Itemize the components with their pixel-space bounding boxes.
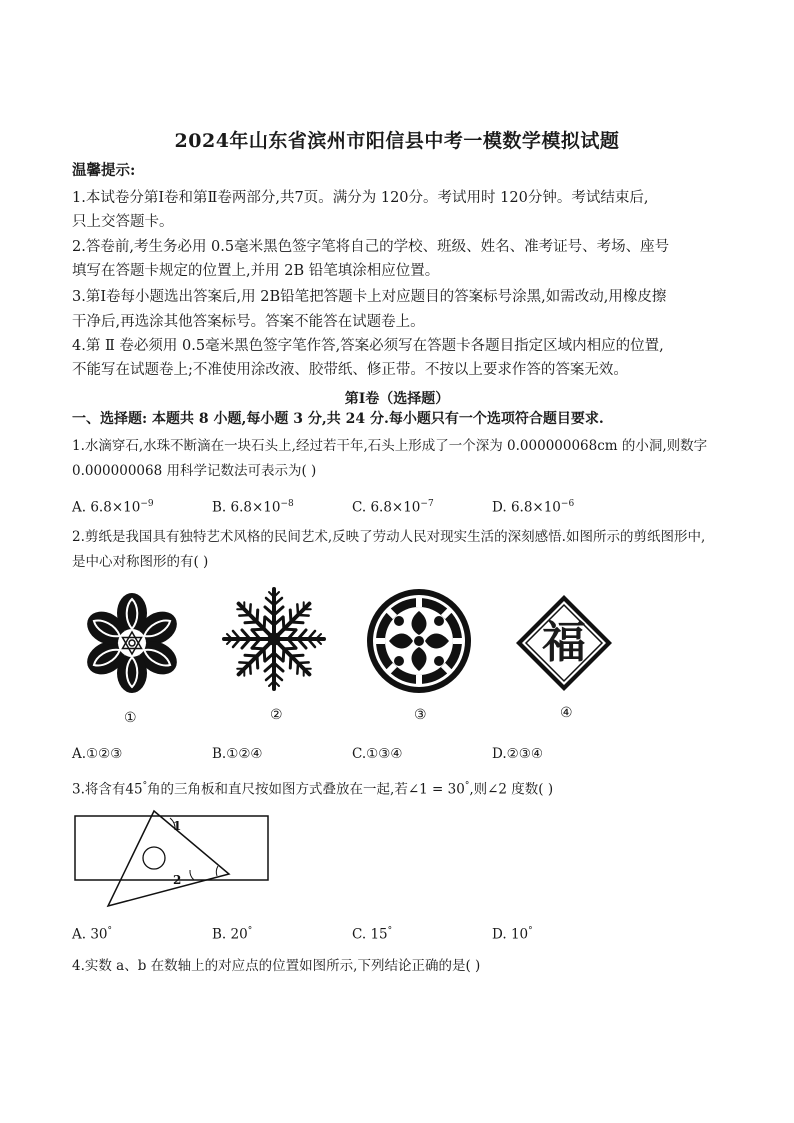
question-1-line-2: 0.000000068 用科学记数法可表示为( )	[72, 463, 317, 479]
tips-line: 不能写在试题卷上;不准使用涂改液、胶带纸、修正带。不按以上要求作答的答案无效。	[72, 362, 628, 378]
papercut-round-ornament-figure	[364, 586, 474, 696]
option-a: A.①②③	[72, 746, 123, 762]
question-2-line-2: 是中心对称图形的有( )	[72, 554, 209, 570]
figure-label: ②	[270, 707, 283, 723]
option-c: C. $6.8\times 10^{-7}$	[352, 499, 434, 516]
question-1-line-1: 1.水滴穿石,水珠不断滴在一块石头上,经过若干年,石头上形成了一个深为 0.000000068cm 的小洞,则数字	[72, 438, 708, 454]
ruler-triangle-figure	[72, 808, 272, 913]
papercut-flower-figure	[76, 592, 188, 694]
option-a: A. $6.8\times 10^{-9}$	[72, 499, 154, 516]
triangle-set-square	[108, 811, 229, 906]
fu-character: 福	[542, 617, 586, 668]
tips-line: 4.第 Ⅱ 卷必须用 0.5毫米黑色签字笔作答,答案必须写在答题卡各题目指定区域内相应的位置,	[72, 338, 664, 354]
figure-label: ③	[414, 707, 427, 723]
option-d: D. $6.8\times 10^{-6}$	[492, 499, 575, 516]
tips-line: 3.第Ⅰ卷每小题选出答案后,用 2B铅笔把答题卡上对应题目的答案标号涂黑,如需改动,用橡皮擦	[72, 289, 667, 305]
page-title: 2024年山东省滨州市阳信县中考一模数学模拟试题	[174, 130, 620, 152]
papercut-fu-figure	[514, 593, 614, 693]
option-b: B.①②④	[212, 746, 263, 762]
option-a: A. 30°	[72, 926, 113, 943]
figure-label: ①	[124, 710, 137, 726]
figure-label: ④	[560, 705, 573, 721]
tips-line: 填写在答题卡规定的位置上,并用 2B 铅笔填涂相应位置。	[72, 263, 440, 279]
tips-line: 2.答卷前,考生务必用 0.5毫米黑色签字笔将自己的学校、班级、姓名、准考证号、考场、座号	[72, 239, 670, 255]
tips-line: 只上交答题卡。	[72, 214, 174, 230]
section-instructions: 一、选择题: 本题共 8 小题,每小题 3 分,共 24 分.每小题只有一个选项符合题目要求.	[72, 411, 604, 427]
tips-heading: 温馨提示:	[72, 162, 136, 179]
option-b: B. $6.8\times 10^{-8}$	[212, 499, 294, 516]
papercut-snowflake-figure	[222, 586, 326, 692]
option-b: B. 20°	[212, 926, 253, 943]
angle-2-label: 2	[173, 873, 182, 887]
section-heading: 第Ⅰ卷（选择题）	[344, 391, 450, 407]
question-3-line: 3.将含有45°角的三角板和直尺按如图方式叠放在一起,若∠1 = 30°,则∠2 度数( )	[72, 781, 554, 798]
question-2-line-1: 2.剪纸是我国具有独特艺术风格的民间艺术,反映了劳动人民对现实生活的深刻感悟.如图所示的剪纸图形中,	[72, 529, 706, 545]
option-d: D. 10°	[492, 926, 533, 943]
option-c: C.①③④	[352, 746, 403, 762]
tips-line: 1.本试卷分第Ⅰ卷和第Ⅱ卷两部分,共7页。满分为 120分。考试用时 120分钟。考试结束后,	[72, 190, 649, 206]
option-d: D.②③④	[492, 746, 543, 762]
question-4-line: 4.实数 a、b 在数轴上的对应点的位置如图所示,下列结论正确的是( )	[72, 958, 481, 974]
tips-line: 干净后,再选涂其他答案标号。答案不能答在试题卷上。	[72, 314, 425, 330]
option-c: C. 15°	[352, 926, 393, 943]
angle-1-label: 1	[173, 819, 182, 833]
